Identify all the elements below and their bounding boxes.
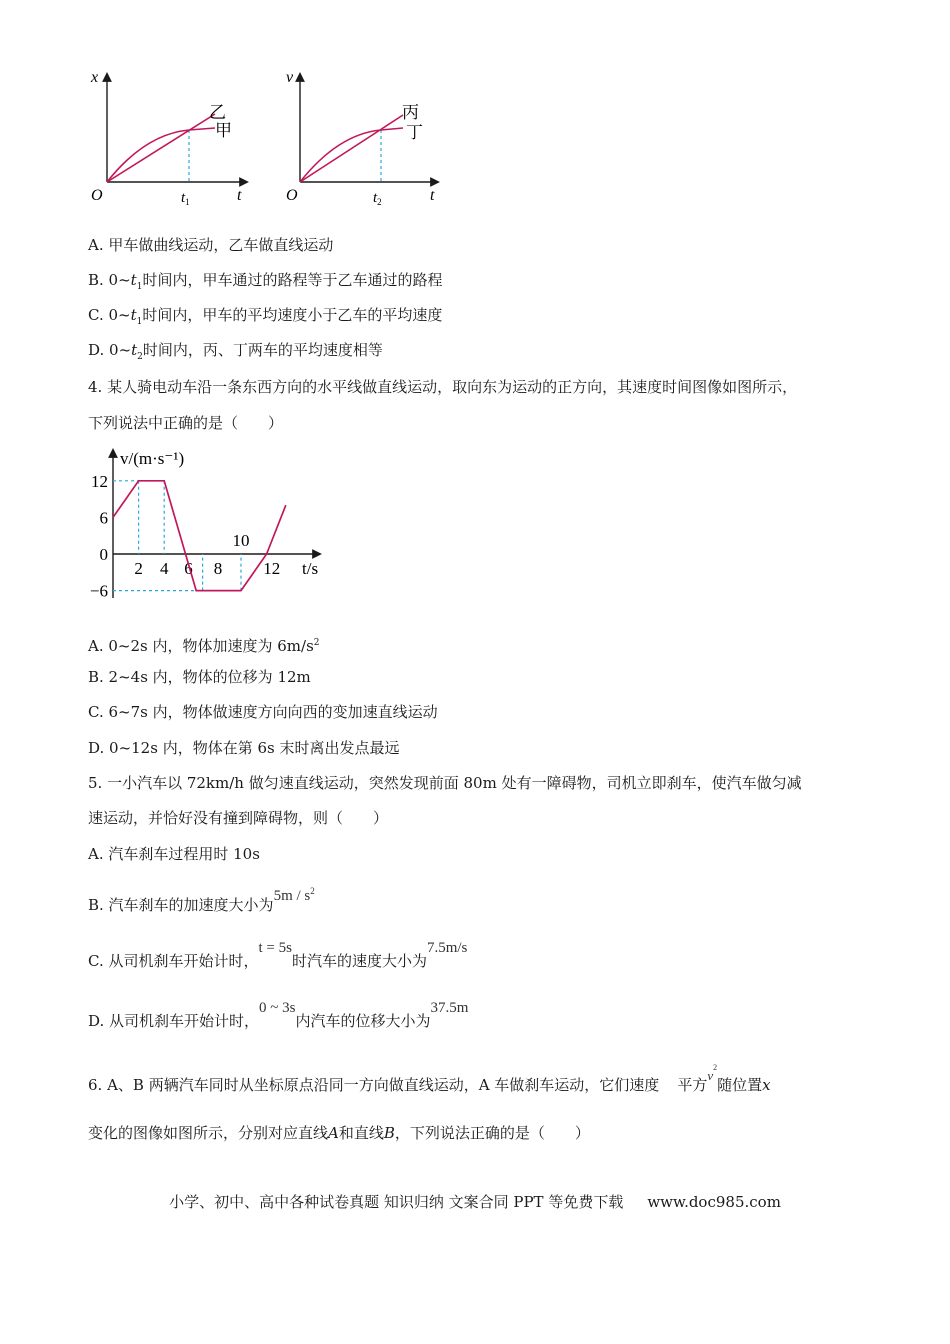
x-axis-label: t bbox=[430, 187, 435, 204]
t1-label: $t_1$ bbox=[181, 190, 190, 207]
q3-option-d: D. $0\sim t_2$时间内，丙、丁两车的平均速度相等 bbox=[88, 341, 383, 362]
q4-option-a: A. 0~2s 内，物体加速度为 $6m/s^2$ bbox=[88, 637, 320, 655]
q4-stem-line2: 下列说法中正确的是（ ） bbox=[88, 414, 284, 432]
q5-stem-line2: 速运动，并恰好没有撞到障碍物，则（ ） bbox=[88, 809, 389, 827]
curved-line bbox=[107, 128, 215, 182]
footer-text: 小学、初中、高中各种试卷真题 知识归纳 文案合同 PPT 等免费下载 bbox=[169, 1193, 624, 1211]
t2-label: $t_2$ bbox=[373, 190, 382, 207]
label-ding: 丁 bbox=[406, 123, 423, 142]
q3-option-c: C. $0\sim t_1$时间内，甲车的平均速度小于乙车的平均速度 bbox=[88, 306, 443, 327]
y-axis-label: v/(m·s⁻¹) bbox=[120, 449, 185, 468]
y-tick-label: −6 bbox=[89, 581, 108, 601]
vt-graph-small bbox=[278, 60, 453, 210]
x-tick-label: 2 bbox=[134, 559, 143, 578]
q5-option-d: D. 从司机刹车开始计时，0 ~ 3s内汽车的位移大小为37.5m bbox=[88, 1000, 469, 1030]
y-tick-label: 12 bbox=[91, 471, 108, 491]
q4-option-b: B. 2~4s 内，物体的位移为 12m bbox=[88, 668, 311, 686]
q6-stem-line2: 变化的图像如图所示，分别对应直线A和直线B，下列说法正确的是（ ） bbox=[88, 1124, 590, 1142]
x-tick-label: 12 bbox=[263, 559, 281, 578]
q3-option-a: A. 甲车做曲线运动，乙车做直线运动 bbox=[88, 236, 334, 254]
x-axis-label: t bbox=[237, 187, 242, 204]
linear-line bbox=[300, 115, 403, 182]
y-axis-label: v bbox=[286, 69, 294, 86]
x-tick-label: 10 bbox=[232, 531, 250, 550]
q5-option-c: C. 从司机刹车开始计时，t = 5s时汽车的速度大小为7.5m/s bbox=[88, 940, 468, 970]
velocity-time-chart bbox=[80, 440, 340, 610]
x-tick-label: 8 bbox=[213, 559, 223, 578]
q4-option-d: D. 0~12s 内，物体在第 6s 末时离出发点最远 bbox=[88, 739, 400, 757]
xt-graph bbox=[85, 60, 260, 210]
page-footer bbox=[0, 1191, 950, 1212]
q4-option-c: C. 6~7s 内，物体做速度方向向西的变加速直线运动 bbox=[88, 703, 438, 721]
y-tick-label: 0 bbox=[99, 545, 108, 564]
label-bing: 丙 bbox=[402, 103, 419, 122]
q5-option-a: A. 汽车刹车过程用时 10s bbox=[88, 845, 260, 863]
q3-option-b: B. $0\sim t_1$时间内，甲车通过的路程等于乙车通过的路程 bbox=[88, 271, 443, 292]
y-tick-label: 6 bbox=[99, 508, 108, 528]
label-jia: 甲 bbox=[215, 121, 232, 140]
q4-stem-line1: 4. 某人骑电动车沿一条东西方向的水平线做直线运动，取向东为运动的正方向，其速度时间图像如图所示， bbox=[88, 378, 798, 396]
y-axis-label: x bbox=[91, 69, 99, 86]
x-axis-label: t/s bbox=[302, 559, 319, 578]
q5-stem-line1: 5. 一小汽车以 72km/h 做匀速直线运动，突然发现前面 80m 处有一障碍物，司机立即刹车，使汽车做匀减 bbox=[88, 774, 802, 792]
footer-site-link[interactable]: www.doc985.com bbox=[647, 1193, 781, 1211]
x-tick-label: 6 bbox=[184, 559, 193, 578]
curved-line bbox=[300, 128, 403, 182]
origin-label: O bbox=[91, 187, 103, 204]
origin-label: O bbox=[286, 187, 298, 204]
linear-line bbox=[107, 114, 215, 182]
label-yi: 乙 bbox=[209, 103, 226, 122]
x-tick-label: 4 bbox=[159, 559, 169, 578]
q5-option-b: B. 汽车刹车的加速度大小为$5m / s^2$ bbox=[88, 886, 315, 914]
q6-stem-line1: 6. A、B 两辆汽车同时从坐标原点沿同一方向做直线运动，A 车做刹车运动，它们速度 平方$v^2$随位置x bbox=[88, 1063, 771, 1094]
